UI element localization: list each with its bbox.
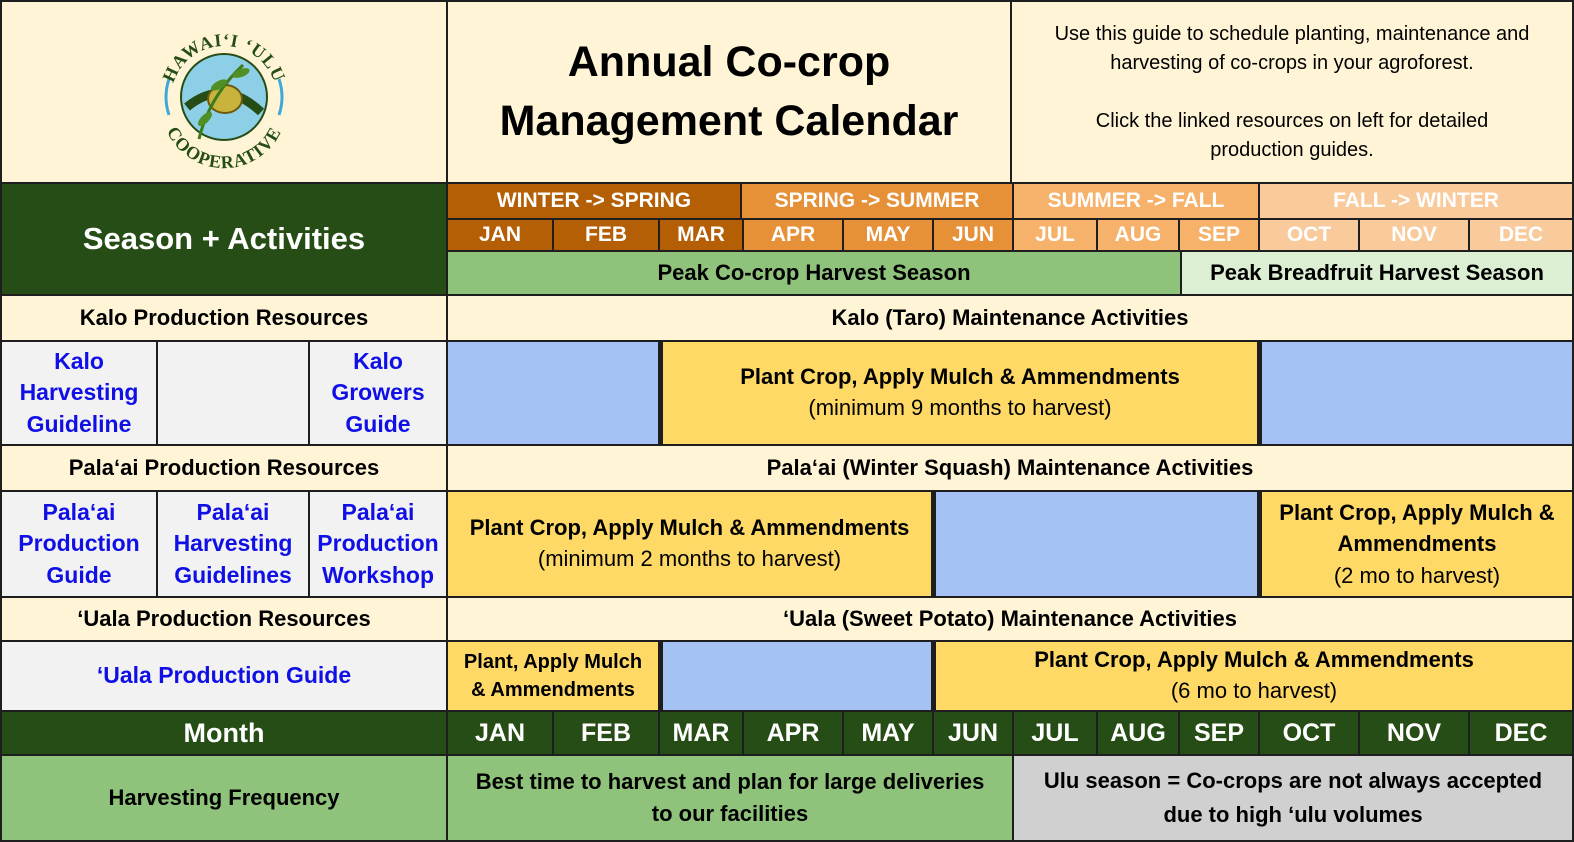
season-spring-summer: SPRING -> SUMMER bbox=[742, 184, 1014, 218]
kalo-rest-period-2 bbox=[1262, 342, 1574, 446]
peak-breadfruit-season: Peak Breadfruit Harvest Season bbox=[1182, 252, 1574, 296]
uala-resources-title: ʻUala Production Resources bbox=[0, 598, 448, 642]
harvest-frequency-label: Harvesting Frequency bbox=[0, 756, 448, 842]
page-title-line1: Annual Co-crop bbox=[567, 37, 891, 86]
harvest-best-line1: Best time to harvest and plan for large deliveries bbox=[475, 769, 985, 795]
uala-planting-activity-1 bbox=[448, 642, 663, 712]
palaai-planting-activity-2 bbox=[1262, 492, 1574, 598]
uala-activity2-sub: (6 mo to harvest) bbox=[1170, 678, 1338, 703]
harvest-ulu-line2: due to high ʻulu volumes bbox=[1163, 802, 1423, 827]
uala-planting-activity-2 bbox=[936, 642, 1574, 712]
palaai-activity2-main1: Plant Crop, Apply Mulch & bbox=[1279, 500, 1555, 526]
kalo-growers-guide-link[interactable]: Kalo Growers Guide bbox=[310, 342, 448, 446]
intro-line2: harvesting of co-crops in your agroforest. bbox=[1110, 51, 1474, 74]
uala-activities-title: ʻUala (Sweet Potato) Maintenance Activities bbox=[448, 598, 1574, 642]
season-month-oct: OCT bbox=[1260, 218, 1360, 252]
season-month-feb: FEB bbox=[554, 218, 660, 252]
intro-line1: Use this guide to schedule planting, maintenance and bbox=[1054, 22, 1530, 45]
footer-month-jul: JUL bbox=[1014, 712, 1098, 756]
harvest-best-time bbox=[448, 756, 1014, 842]
uala-activity2-main: Plant Crop, Apply Mulch & Ammendments bbox=[1034, 647, 1474, 673]
footer-month-mar: MAR bbox=[660, 712, 744, 756]
intro-line4: production guides. bbox=[1210, 138, 1374, 161]
page-title bbox=[448, 0, 1012, 184]
breadfruit-logo bbox=[139, 7, 309, 177]
footer-month-sep: SEP bbox=[1180, 712, 1260, 756]
uala-activity1-line1: Plant, Apply Mulch bbox=[463, 651, 643, 673]
palaai-activity2-sub: (2 mo to harvest) bbox=[1333, 562, 1501, 588]
kalo-harvesting-guideline-link[interactable]: Kalo Harvesting Guideline bbox=[0, 342, 158, 446]
footer-month-may: MAY bbox=[844, 712, 934, 756]
season-winter-spring: WINTER -> SPRING bbox=[448, 184, 742, 218]
season-fall-winter: FALL -> WINTER bbox=[1260, 184, 1574, 218]
logo-text-bottom: COOPERATIVE bbox=[162, 123, 286, 173]
season-month-jan: JAN bbox=[448, 218, 554, 252]
peak-cocrop-season: Peak Co-crop Harvest Season bbox=[448, 252, 1182, 296]
kalo-rest-period-1 bbox=[448, 342, 660, 446]
harvest-ulu-season bbox=[1014, 756, 1574, 842]
intro-text bbox=[1012, 0, 1574, 184]
season-summer-fall: SUMMER -> FALL bbox=[1014, 184, 1260, 218]
palaai-activity1-main: Plant Crop, Apply Mulch & Ammendments bbox=[469, 515, 910, 541]
season-month-mar: MAR bbox=[660, 218, 744, 252]
page-title-line2: Management Calendar bbox=[499, 97, 959, 145]
footer-month-dec: DEC bbox=[1470, 712, 1574, 756]
logo-cell bbox=[0, 0, 448, 184]
season-month-apr: APR bbox=[744, 218, 844, 252]
palaai-production-workshop-link[interactable]: Palaʻai Production Workshop bbox=[310, 492, 448, 598]
palaai-resources-title: Palaʻai Production Resources bbox=[0, 446, 448, 492]
season-month-sep: SEP bbox=[1180, 218, 1260, 252]
palaai-production-guide-link[interactable]: Palaʻai Production Guide bbox=[0, 492, 158, 598]
kalo-planting-activity bbox=[658, 342, 1262, 446]
season-month-may: MAY bbox=[844, 218, 934, 252]
season-month-jul: JUL bbox=[1014, 218, 1098, 252]
kalo-empty-cell bbox=[158, 342, 310, 446]
palaai-harvesting-guidelines-link[interactable]: Palaʻai Harvesting Guidelines bbox=[158, 492, 310, 598]
footer-month-jan: JAN bbox=[448, 712, 554, 756]
footer-month-apr: APR bbox=[744, 712, 844, 756]
footer-month-oct: OCT bbox=[1260, 712, 1360, 756]
harvest-ulu-line1: Ulu season = Co-crops are not always accepted bbox=[1043, 767, 1543, 793]
season-activities-label: Season + Activities bbox=[0, 184, 448, 296]
logo-text-top: HAWAIʻI ʻULU bbox=[158, 29, 290, 85]
intro-line3: Click the linked resources on left for detailed bbox=[1095, 109, 1489, 132]
season-month-nov: NOV bbox=[1360, 218, 1470, 252]
palaai-rest-period bbox=[936, 492, 1262, 598]
palaai-activity1-sub: (minimum 2 months to harvest) bbox=[537, 546, 842, 571]
month-label: Month bbox=[0, 712, 448, 756]
kalo-activity-sub: (minimum 9 months to harvest) bbox=[808, 395, 1112, 420]
footer-month-jun: JUN bbox=[934, 712, 1014, 756]
uala-production-guide-link[interactable]: ʻUala Production Guide bbox=[0, 642, 448, 712]
palaai-planting-activity-1 bbox=[448, 492, 936, 598]
season-month-aug: AUG bbox=[1098, 218, 1180, 252]
palaai-activity2-main2: Ammendments bbox=[1337, 531, 1497, 557]
uala-rest-period bbox=[663, 642, 936, 712]
footer-month-aug: AUG bbox=[1098, 712, 1180, 756]
kalo-activities-title: Kalo (Taro) Maintenance Activities bbox=[448, 296, 1574, 342]
palaai-activities-title: Palaʻai (Winter Squash) Maintenance Activities bbox=[448, 446, 1574, 492]
footer-month-feb: FEB bbox=[554, 712, 660, 756]
footer-month-nov: NOV bbox=[1360, 712, 1470, 756]
kalo-activity-main: Plant Crop, Apply Mulch & Ammendments bbox=[740, 364, 1180, 390]
season-month-dec: DEC bbox=[1470, 218, 1574, 252]
kalo-resources-title: Kalo Production Resources bbox=[0, 296, 448, 342]
uala-activity1-line2: & Ammendments bbox=[471, 679, 635, 701]
season-month-jun: JUN bbox=[934, 218, 1014, 252]
harvest-best-line2: to our facilities bbox=[651, 801, 809, 826]
